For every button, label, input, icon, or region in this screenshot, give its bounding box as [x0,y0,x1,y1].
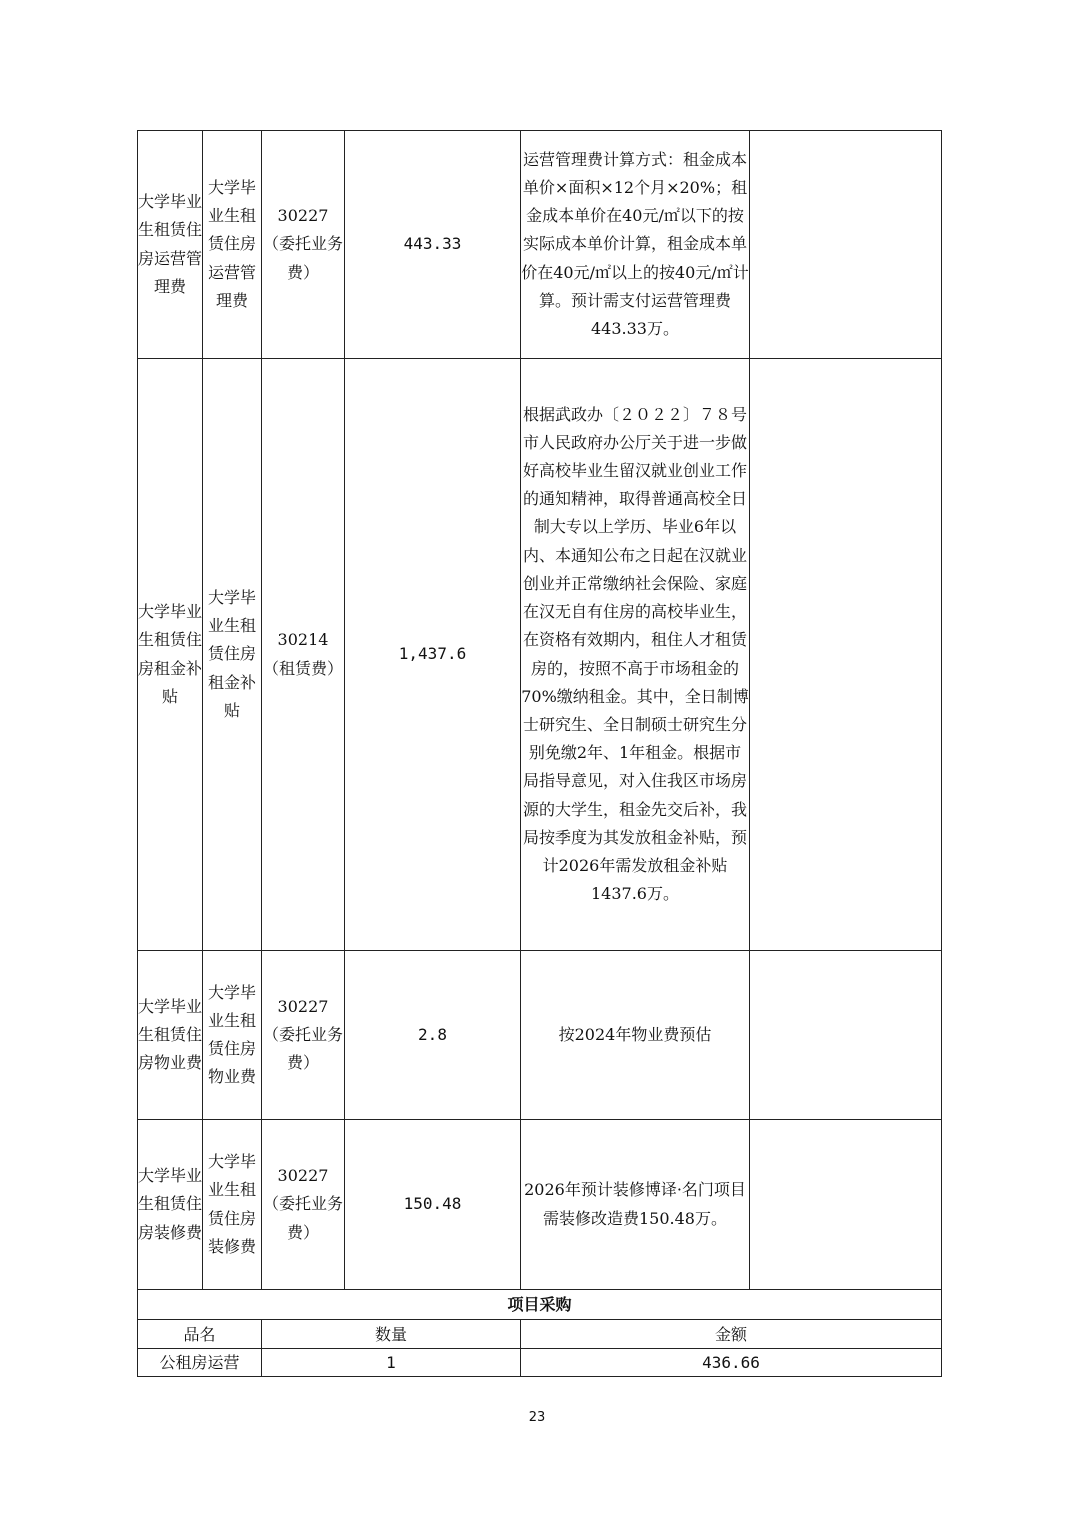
item-category: 大学毕业生租赁住房装修费 [138,1166,203,1242]
economic-code: 30227（委托业务费） [262,996,343,1073]
item-category: 大学毕业生租赁住房物业费 [138,996,203,1073]
amount: 443.33 [403,234,462,254]
calculation-basis-cell [521,1120,750,1290]
amount: 2.8 [418,1024,447,1044]
item-category: 大学毕业生租赁住房租金补贴 [138,602,203,706]
table-row [138,131,942,359]
calculation-basis-cell [521,131,750,359]
item-name: 大学毕业生租赁住房租金补贴 [207,587,256,720]
amount-cell [345,131,521,359]
item-category-cell [138,131,203,359]
procurement-item-amount: 436.66 [521,1349,942,1377]
amount: 150.48 [403,1194,462,1214]
item-category: 大学毕业生租赁住房运营管理费 [138,192,203,296]
amount-cell [345,1120,521,1290]
column-header-amount: 金额 [521,1320,942,1349]
economic-code-cell [262,951,345,1120]
item-name: 大学毕业生租赁住房运营管理费 [207,177,256,310]
column-header-quantity: 数量 [262,1320,521,1349]
item-name-cell [203,1120,262,1290]
item-category-cell [138,951,203,1120]
calculation-basis: 按2024年物业费预估 [558,1024,712,1044]
item-name: 大学毕业生租赁住房物业费 [207,982,256,1087]
item-name-cell [203,951,262,1120]
economic-code: 30227（委托业务费） [262,1166,343,1242]
item-name-cell [203,359,262,951]
page-number: 23 [528,1410,546,1425]
remark-cell [750,131,942,359]
calculation-basis-cell [521,951,750,1120]
procurement-section-title: 项目采购 [138,1290,942,1320]
economic-code-cell [262,131,345,359]
economic-code: 30214（租赁费） [262,630,343,678]
procurement-item-name: 公租房运营 [138,1349,262,1377]
table-row [138,951,942,1120]
calculation-basis: 根据武政办〔２０２２〕７８号市人民政府办公厅关于进一步做好高校毕业生留汉就业创业工作的通知精神，取得普通高校全日制大专以上学历、毕业6年以内、本通知公布之日起在汉就业创业并正常缴纳社会保险、家庭在汉无自有住房的高校毕业生，在资格有效期内，租住人才租赁房的，按照不高于市场租金的70%缴纳租金。其中，全日制博士研究生、全日制硕士研究生分别免缴2年、1年租金。根据市局指导意见，对入住我区市场房源的大学生，租金先交后补，我局按季度为其发放租金补贴，预计2026年需发放租金补贴1437.6万。 [521,404,749,904]
remark-cell [750,951,942,1120]
column-header-item-name: 品名 [138,1320,262,1349]
table-row [138,359,942,951]
calculation-basis-cell [521,359,750,951]
calculation-basis: 运营管理费计算方式：租金成本单价×面积×12个月×20%；租金成本单价在40元/㎡以下的按实际成本单价计算，租金成本单价在40元/㎡以上的按40元/㎡计算。预计需支付运营管理费443.33万。 [521,149,749,338]
procurement-header-row [138,1320,942,1349]
procurement-item-row [138,1349,942,1377]
item-category-cell [138,1120,203,1290]
economic-code-cell [262,1120,345,1290]
economic-code-cell [262,359,345,951]
item-name-cell [203,131,262,359]
procurement-section-row [138,1290,942,1320]
amount: 1,437.6 [398,644,467,664]
item-category-cell [138,359,203,951]
budget-detail-table [137,130,942,1377]
economic-code: 30227（委托业务费） [262,206,343,282]
item-name: 大学毕业生租赁住房装修费 [207,1152,256,1256]
procurement-item-quantity: 1 [262,1349,521,1377]
remark-cell [750,1120,942,1290]
calculation-basis: 2026年预计装修博译·名门项目需装修改造费150.48万。 [524,1180,746,1228]
amount-cell [345,951,521,1120]
amount-cell [345,359,521,951]
remark-cell [750,359,942,951]
table-row [138,1120,942,1290]
